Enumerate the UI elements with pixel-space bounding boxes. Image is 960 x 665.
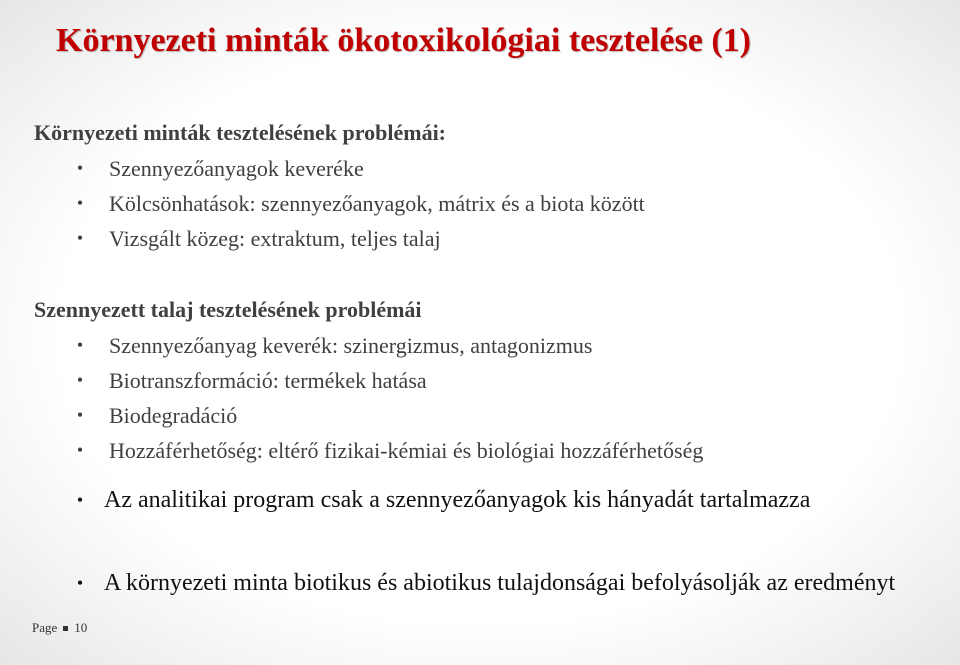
bullet-icon: • [76, 405, 84, 425]
page-number-value: 10 [74, 620, 88, 635]
bullet-icon: • [76, 490, 84, 510]
bullet-icon: • [76, 335, 84, 355]
bullet-icon: • [76, 573, 84, 593]
list-item [34, 484, 934, 516]
bullet-icon: • [76, 228, 84, 248]
list-item [34, 186, 645, 221]
list-item [34, 151, 645, 186]
bullet-icon: • [76, 158, 84, 178]
list-item-text: Biodegradáció [109, 403, 238, 428]
list-item [34, 221, 645, 256]
list-item [34, 433, 703, 468]
slide-title: Környezeti minták ökotoxikológiai tesztelése (1) [56, 22, 751, 59]
list-item-text: Hozzáférhetőség: eltérő fizikai-kémiai és biológiai hozzáférhetőség [109, 438, 704, 463]
list-item-body [34, 484, 934, 516]
list-item-text: Az analitikai program csak a szennyezőanyagok kis hányadát tartalmazza [104, 487, 811, 513]
list-item-text: Biotranszformáció: termékek hatása [109, 368, 427, 393]
section-sample-problems [34, 115, 645, 256]
section-heading: Környezeti minták tesztelésének problémái: [34, 120, 447, 145]
list-item-text: Kölcsönhatások: szennyezőanyagok, mátrix és a biota között [109, 191, 645, 216]
list-item-text: Szennyezőanyag keverék: szinergizmus, antagonizmus [109, 333, 593, 358]
section-heading: Szennyezett talaj tesztelésének problémái [34, 297, 422, 322]
page-label: Page [32, 620, 58, 635]
list-item-text: A környezeti minta biotikus és abiotikus tulajdonságai befolyásolják az eredményt [104, 570, 896, 596]
page-number [32, 620, 87, 636]
bullet-icon: • [76, 193, 84, 213]
list-item-text: Szennyezőanyagok keveréke [109, 156, 364, 181]
list-item-text: Vizsgált közeg: extraktum, teljes talaj [109, 226, 441, 251]
section-soil-problems [34, 292, 703, 468]
list-item [34, 328, 703, 363]
list-item [34, 398, 703, 433]
square-bullet-icon [63, 626, 68, 631]
list-item [34, 363, 703, 398]
list-item [34, 567, 934, 599]
list-item-body [34, 567, 934, 599]
bullet-icon: • [76, 440, 84, 460]
bullet-icon: • [76, 370, 84, 390]
